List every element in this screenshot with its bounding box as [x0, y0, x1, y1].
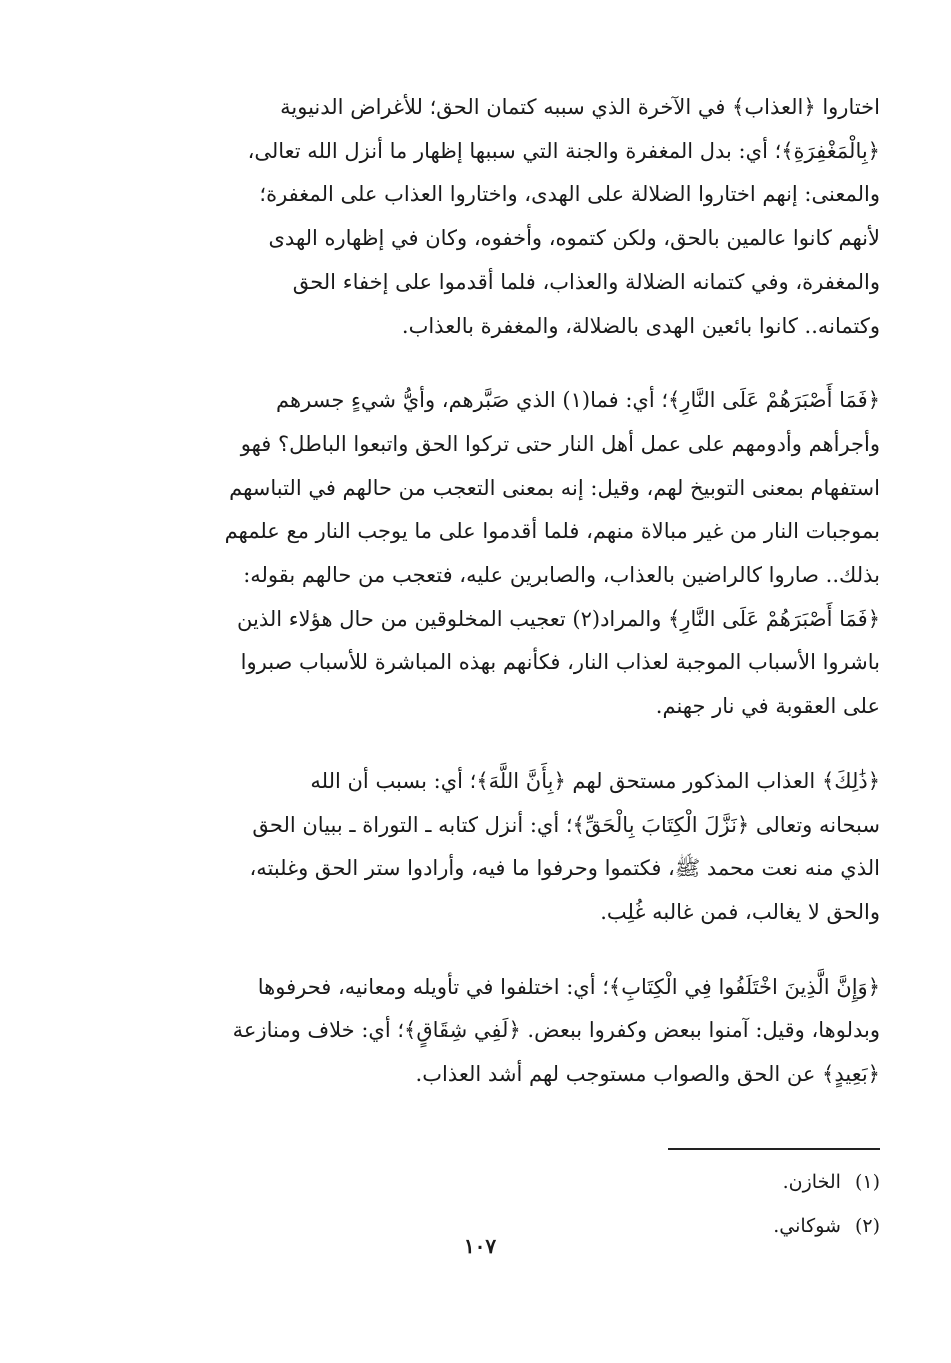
footnote-1: [560, 1160, 880, 1204]
text-line: ﴿فَمَا أَصْبَرَهُمْ عَلَى النَّارِ﴾؛ أي: فما(١) الذي صَبَّرهم، وأيُّ شيءٍ جسرهم: [276, 388, 880, 413]
text-line: استفهام بمعنى التوبيخ لهم، وقيل: إنه بمعنى التعجب من حالهم في التباسهم: [229, 475, 880, 500]
footnote-text: شوكاني.: [773, 1215, 841, 1237]
text-line: ﴿بِالْمَغْفِرَةِ﴾؛ أي: بدل المغفرة والجنة التي سببها إظهار ما أنزل الله تعالى،: [247, 138, 880, 163]
text-line: لأنهم كانوا عالمين بالحق، ولكن كتموه، وأخفوه، وكان في إظهاره الهدى: [268, 226, 880, 251]
text-line: باشروا الأسباب الموجبة لعذاب النار، فكأنهم بهذه المباشرة للأسباب صبروا: [240, 650, 880, 675]
text-line: ﴿بَعِيدٍ﴾ عن الحق والصواب مستوجب لهم أشد العذاب.: [415, 1062, 880, 1087]
footnote-number: (٢): [854, 1215, 880, 1237]
page-number: ١٠٧: [463, 1234, 497, 1258]
footnotes: [560, 1160, 880, 1248]
main-text: [102, 86, 880, 1097]
text-line: سبحانه وتعالى ﴿نَزَّلَ الْكِتَابَ بِالْحَقِّ﴾؛ أي: أنزل كتابه ـ التوراة ـ ببيان الحق: [252, 812, 880, 837]
text-line: ﴿وَإِنَّ الَّذِينَ اخْتَلَفُوا فِي الْكِتَابِ﴾؛ أي: اختلفوا في تأويله ومعانيه، فحرفوها: [257, 974, 880, 999]
text-line: ﴿ذَٰلِكَ﴾ العذاب المذكور مستحق لهم ﴿بِأَنَّ اللَّهَ﴾؛ أي: بسبب أن الله: [310, 768, 880, 793]
paragraph-3: [102, 760, 880, 935]
text-line: والمعنى: إنهم اختاروا الضلالة على الهدى، واختاروا العذاب على المغفرة؛: [259, 182, 880, 207]
footnote-number: (١): [854, 1171, 880, 1193]
text-line: والمغفرة، وفي كتمانه الضلالة والعذاب، فلما أقدموا على إخفاء الحق: [292, 269, 880, 294]
footnote-divider: [668, 1148, 880, 1150]
text-line: على العقوبة في نار جهنم.: [655, 694, 880, 719]
text-line: وبدلوها، وقيل: آمنوا ببعض وكفروا ببعض. ﴿لَفِي شِقَاقٍ﴾؛ أي: خلاف ومنازعة: [232, 1018, 880, 1043]
footnote-2: [560, 1204, 880, 1248]
text-line: وأجرأهم وأدومهم على عمل أهل النار حتى تركوا الحق واتبعوا الباطل؟ فهو: [240, 431, 880, 456]
text-line: اختاروا ﴿العذاب﴾ في الآخرة الذي سببه كتمان الحق؛ للأغراض الدنيوية: [280, 95, 880, 119]
paragraph-4: [102, 966, 880, 1097]
text-line: الذي منه نعت محمد ﷺ، فكتموا وحرفوا ما فيه، وأرادوا ستر الحق وغلبته،: [249, 856, 880, 881]
text-line: بذلك.. صاروا كالراضين بالعذاب، والصابرين عليه، فتعجب من حالهم بقوله:: [243, 563, 880, 588]
paragraph-1: [102, 86, 880, 348]
paragraph-2: [102, 379, 880, 729]
text-line: والحق لا يغالب، فمن غالبه غُلِب.: [600, 899, 880, 924]
text-line: بموجبات النار من غير مبالاة منهم، فلما أقدموا على ما يوجب النار مع علمهم: [224, 519, 880, 544]
text-line: وكتمانه.. كانوا بائعين الهدى بالضلالة، والمغفرة بالعذاب.: [401, 313, 880, 338]
footnote-text: الخازن.: [782, 1171, 841, 1193]
text-line: ﴿فَمَا أَصْبَرَهُمْ عَلَى النَّارِ﴾ والمراد(٢) تعجيب المخلوقين من حال هؤلاء الذين: [237, 606, 880, 631]
